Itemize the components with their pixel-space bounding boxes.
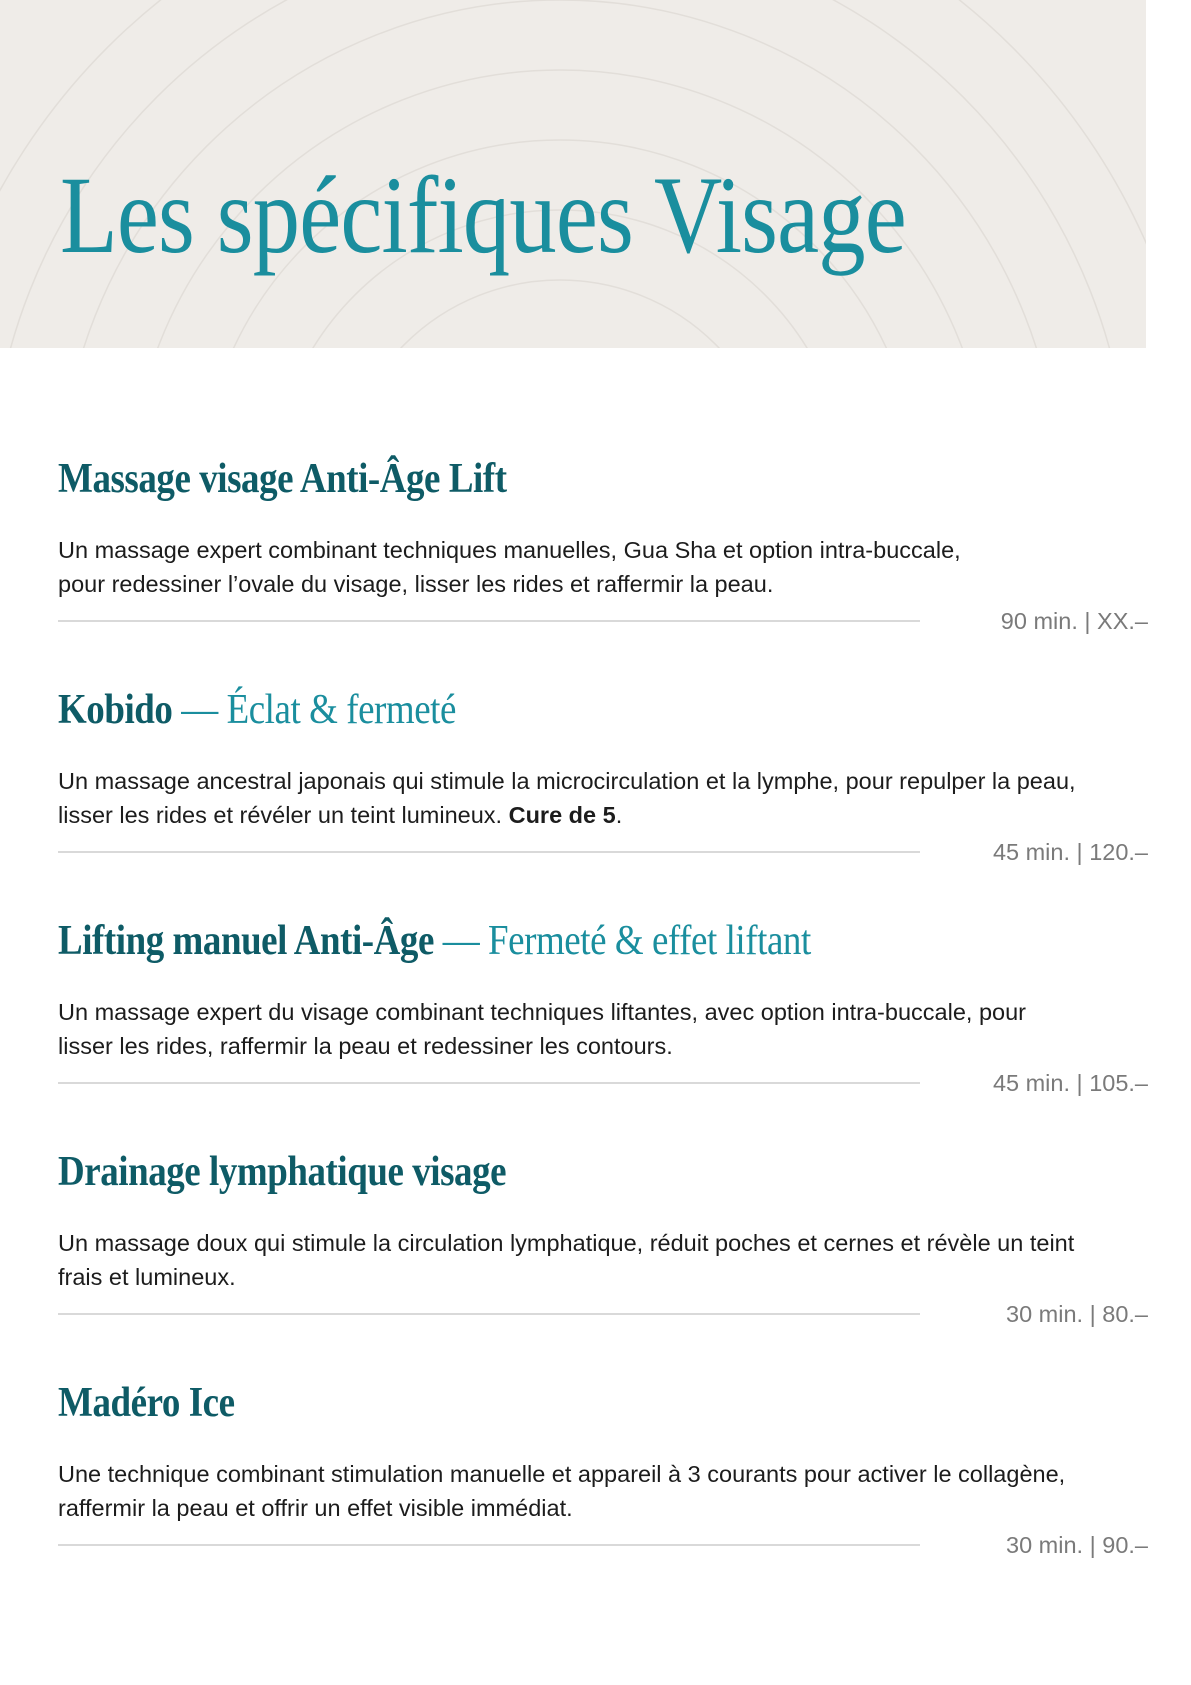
- service-drainage-lymphatique: [58, 1149, 1148, 1327]
- description-line-2: lisser les rides, raffermir la peau et redessiner les contours.: [58, 1033, 673, 1059]
- duration: 45 min.: [992, 1070, 1071, 1096]
- description-tail: .: [615, 802, 623, 828]
- service-title: [58, 689, 1017, 731]
- description-line-2: frais et lumineux.: [58, 1264, 236, 1290]
- service-description: [58, 1457, 1148, 1525]
- service-madero-ice: [58, 1380, 1148, 1558]
- price: XX.–: [1097, 608, 1148, 634]
- service-title-text: Madéro Ice: [58, 1380, 235, 1426]
- service-subtitle: — Éclat & fermeté: [172, 687, 456, 733]
- description-line-1: Un massage doux qui stimule la circulation lymphatique, réduit poches et cernes et révèle un teint: [58, 1230, 1075, 1256]
- duration-price: [1006, 1530, 1148, 1560]
- duration: 30 min.: [1006, 1301, 1084, 1327]
- description-line-1: Un massage ancestral japonais qui stimule la microcirculation et la lymphe, pour repulper la peau,: [58, 768, 1076, 794]
- service-title: [58, 458, 1017, 500]
- divider: [58, 851, 920, 853]
- divider: [58, 620, 920, 622]
- price: 120.–: [1089, 839, 1148, 865]
- service-title-text: Lifting manuel Anti-Âge: [58, 918, 434, 964]
- service-title-text: Kobido: [58, 687, 173, 733]
- price: 80.–: [1102, 1301, 1148, 1327]
- service-kobido: [58, 687, 1148, 865]
- duration-price: [993, 837, 1148, 867]
- duration-price: [1006, 1299, 1148, 1329]
- service-lifting-manuel: [58, 918, 1148, 1096]
- service-subtitle: — Fermeté & effet liftant: [433, 918, 811, 964]
- price-separator: |: [1084, 608, 1091, 634]
- divider: [58, 1544, 920, 1546]
- service-massage-anti-age-lift: [58, 456, 1148, 634]
- price: 105.–: [1089, 1070, 1148, 1096]
- description-line-2: raffermir la peau et offrir un effet visible immédiat.: [58, 1495, 573, 1521]
- service-description: [58, 995, 1148, 1063]
- service-description: [58, 1226, 1148, 1294]
- divider: [58, 1313, 920, 1315]
- page-title: Les spécifiques Visage: [60, 154, 906, 276]
- price-separator: |: [1089, 1301, 1096, 1327]
- service-title: [58, 1382, 1017, 1424]
- service-title: [58, 1151, 1017, 1193]
- price-separator: |: [1076, 1070, 1083, 1096]
- service-description: [58, 764, 1148, 832]
- service-title-text: Massage visage Anti-Âge Lift: [58, 456, 507, 502]
- divider: [58, 1082, 920, 1084]
- duration: 45 min.: [992, 839, 1071, 865]
- duration-price: [1001, 606, 1148, 636]
- description-line-1: Un massage expert du visage combinant techniques liftantes, avec option intra-buccale, pour: [58, 999, 1026, 1025]
- description-line-2: pour redessiner l’ovale du visage, lisser les rides et raffermir la peau.: [58, 571, 774, 597]
- duration-price: [993, 1068, 1148, 1098]
- price: 90.–: [1102, 1532, 1148, 1558]
- price-separator: |: [1076, 839, 1083, 865]
- service-title: [58, 920, 1017, 962]
- duration: 90 min.: [1000, 608, 1078, 634]
- service-description: [58, 533, 1148, 601]
- service-title-text: Drainage lymphatique visage: [58, 1149, 507, 1195]
- price-separator: |: [1089, 1532, 1096, 1558]
- description-highlight: Cure de 5: [508, 802, 616, 828]
- description-line-1: Une technique combinant stimulation manuelle et appareil à 3 courants pour activer le collagène,: [58, 1461, 1066, 1487]
- description-line-1: Un massage expert combinant techniques manuelles, Gua Sha et option intra-buccale,: [58, 537, 961, 563]
- description-line-2: lisser les rides et révéler un teint lumineux.: [58, 802, 509, 828]
- duration: 30 min.: [1006, 1532, 1084, 1558]
- page-header: [0, 0, 1146, 348]
